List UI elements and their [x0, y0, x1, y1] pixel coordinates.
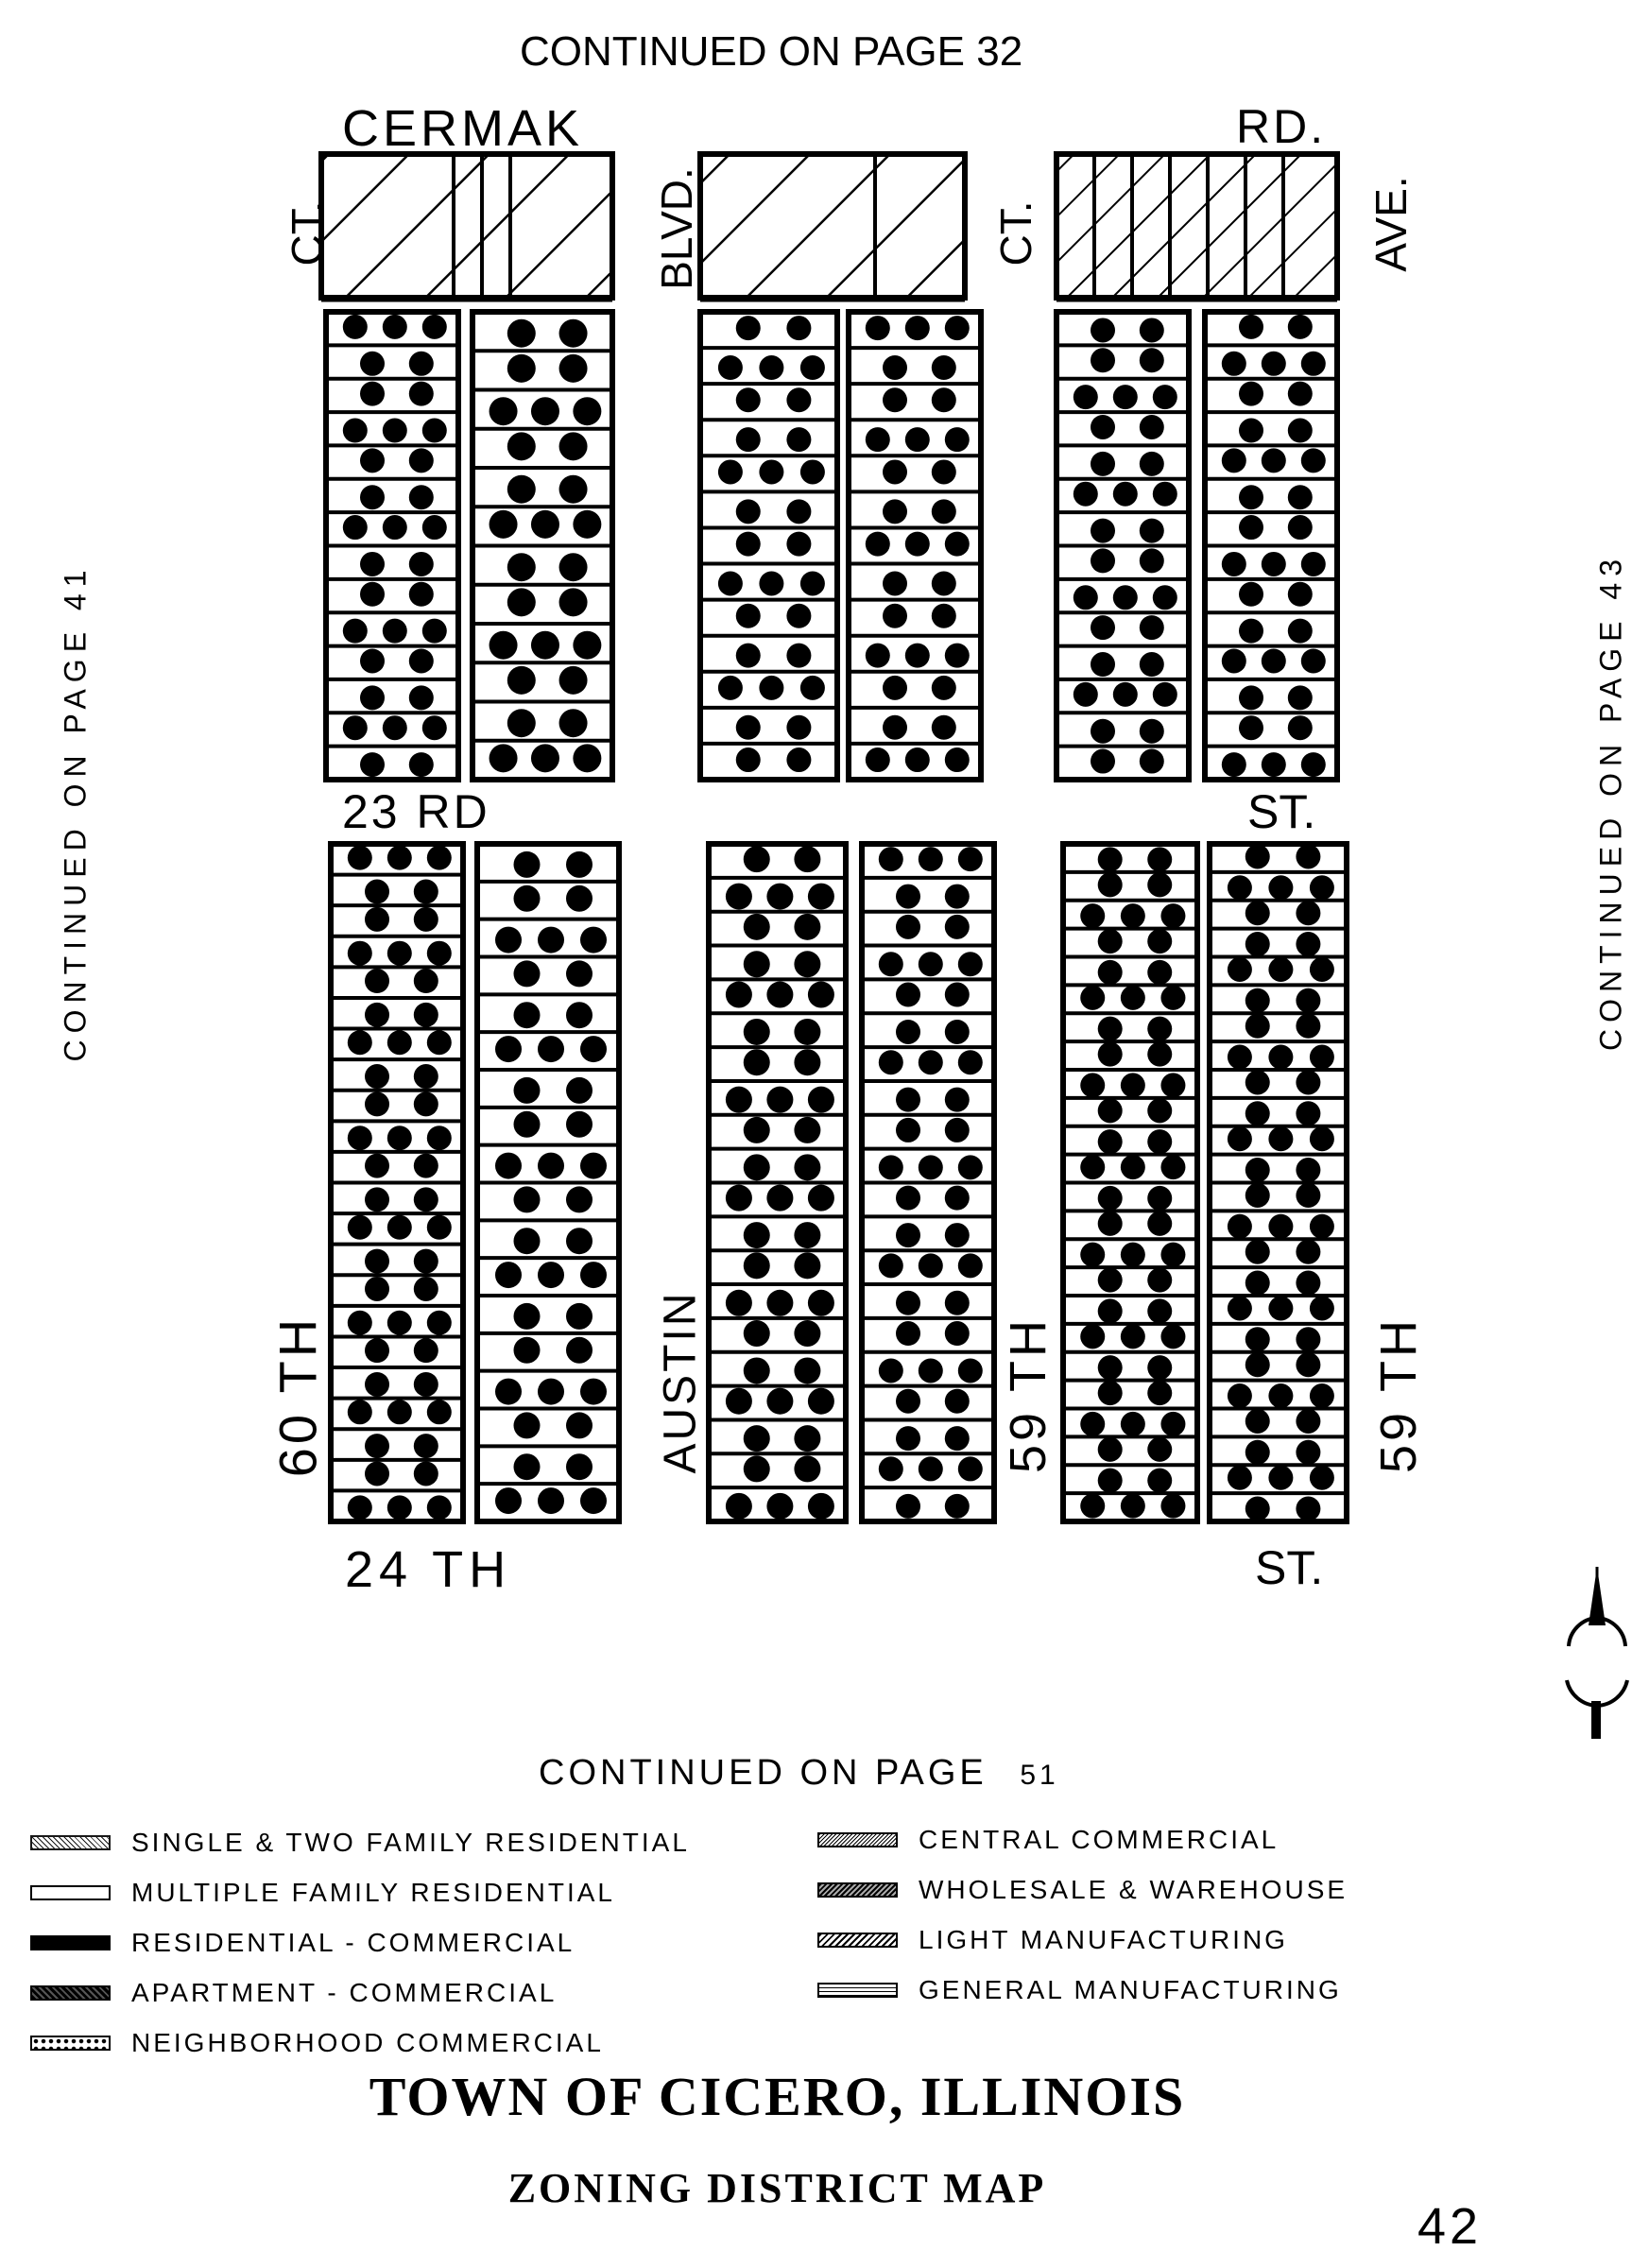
lot-column	[1205, 312, 1337, 780]
street-ct-right: CT.	[991, 200, 1040, 266]
map-title: TOWN OF CICERO, ILLINOIS	[369, 2066, 1186, 2127]
legend-item	[817, 1876, 1348, 1904]
legend-swatch	[30, 2036, 111, 2051]
legend-swatch	[30, 1885, 111, 1900]
legend-item	[817, 1976, 1342, 2004]
lot-column	[1210, 844, 1347, 1521]
legend-swatch	[817, 1983, 898, 1998]
hatched-block	[1056, 154, 1337, 300]
lot-column	[849, 312, 981, 780]
lot-column	[709, 844, 846, 1521]
map-subtitle: ZONING DISTRICT MAP	[507, 2165, 1047, 2211]
continued-top-label: CONTINUED ON PAGE 32	[520, 28, 1023, 75]
street-23rd-st: ST.	[1247, 785, 1316, 838]
lot-column	[700, 312, 837, 780]
legend-label: RESIDENTIAL - COMMERCIAL	[131, 1928, 575, 1957]
street-cermak: CERMAK	[342, 100, 584, 157]
legend-swatch	[817, 1933, 898, 1948]
legend-item	[30, 1979, 557, 2007]
legend-label: SINGLE & TWO FAMILY RESIDENTIAL	[131, 1828, 690, 1857]
hatched-block	[321, 154, 612, 300]
legend-label: WHOLESALE & WAREHOUSE	[919, 1875, 1348, 1904]
legend-item	[30, 1879, 615, 1907]
page-number: 42	[1417, 2198, 1483, 2255]
lot-column	[331, 844, 463, 1521]
legend-label: APARTMENT - COMMERCIAL	[131, 1978, 558, 2007]
lot-column	[472, 312, 612, 780]
lot-column	[1056, 312, 1189, 780]
legend-swatch	[30, 1835, 111, 1850]
legend-swatch	[817, 1882, 898, 1898]
street-ct-left: CT.	[283, 200, 332, 266]
legend-label: MULTIPLE FAMILY RESIDENTIAL	[131, 1878, 616, 1907]
residential-blocks	[326, 312, 1347, 1521]
legend-label: NEIGHBORHOOD COMMERCIAL	[131, 2028, 604, 2057]
legend-swatch	[30, 1935, 111, 1950]
street-59th-a: 59 TH	[1000, 1315, 1056, 1474]
continued-bottom-text: CONTINUED ON PAGE	[539, 1753, 988, 1793]
legend-item	[30, 1929, 575, 1957]
light-manufacturing-blocks	[321, 154, 1337, 300]
street-60th: 60 TH	[267, 1314, 328, 1478]
street-23rd: 23 RD	[342, 785, 490, 838]
continued-right-label: CONTINUED ON PAGE 43	[1593, 552, 1628, 1052]
legend-item	[30, 2029, 604, 2057]
continued-bottom-page: 51	[1020, 1760, 1059, 1791]
lot-column	[862, 844, 994, 1521]
legend-swatch	[30, 1985, 111, 2001]
lot-column	[326, 312, 458, 780]
continued-left-label: CONTINUED ON PAGE 41	[58, 563, 93, 1062]
street-24th: 24 TH	[345, 1541, 512, 1598]
legend-item	[817, 1826, 1279, 1854]
legend-label: LIGHT MANUFACTURING	[919, 1925, 1288, 1954]
north-arrow-icon	[1567, 1567, 1627, 1739]
legend-swatch	[817, 1832, 898, 1847]
street-24th-st: ST.	[1255, 1541, 1324, 1594]
lot-column	[1063, 844, 1197, 1521]
hatched-block	[700, 154, 965, 300]
lot-column	[477, 844, 619, 1521]
street-blvd: BLVD.	[652, 167, 701, 290]
street-59th-b: 59 TH	[1370, 1315, 1427, 1474]
continued-bottom-label	[539, 1753, 1059, 1794]
street-ave: AVE.	[1366, 176, 1416, 272]
legend-item	[30, 1829, 690, 1857]
legend-item	[817, 1926, 1288, 1954]
legend-label: CENTRAL COMMERCIAL	[919, 1825, 1280, 1854]
legend-label: GENERAL MANUFACTURING	[919, 1975, 1342, 2004]
street-rd: RD.	[1236, 100, 1327, 153]
street-austin: AUSTIN	[655, 1290, 706, 1474]
